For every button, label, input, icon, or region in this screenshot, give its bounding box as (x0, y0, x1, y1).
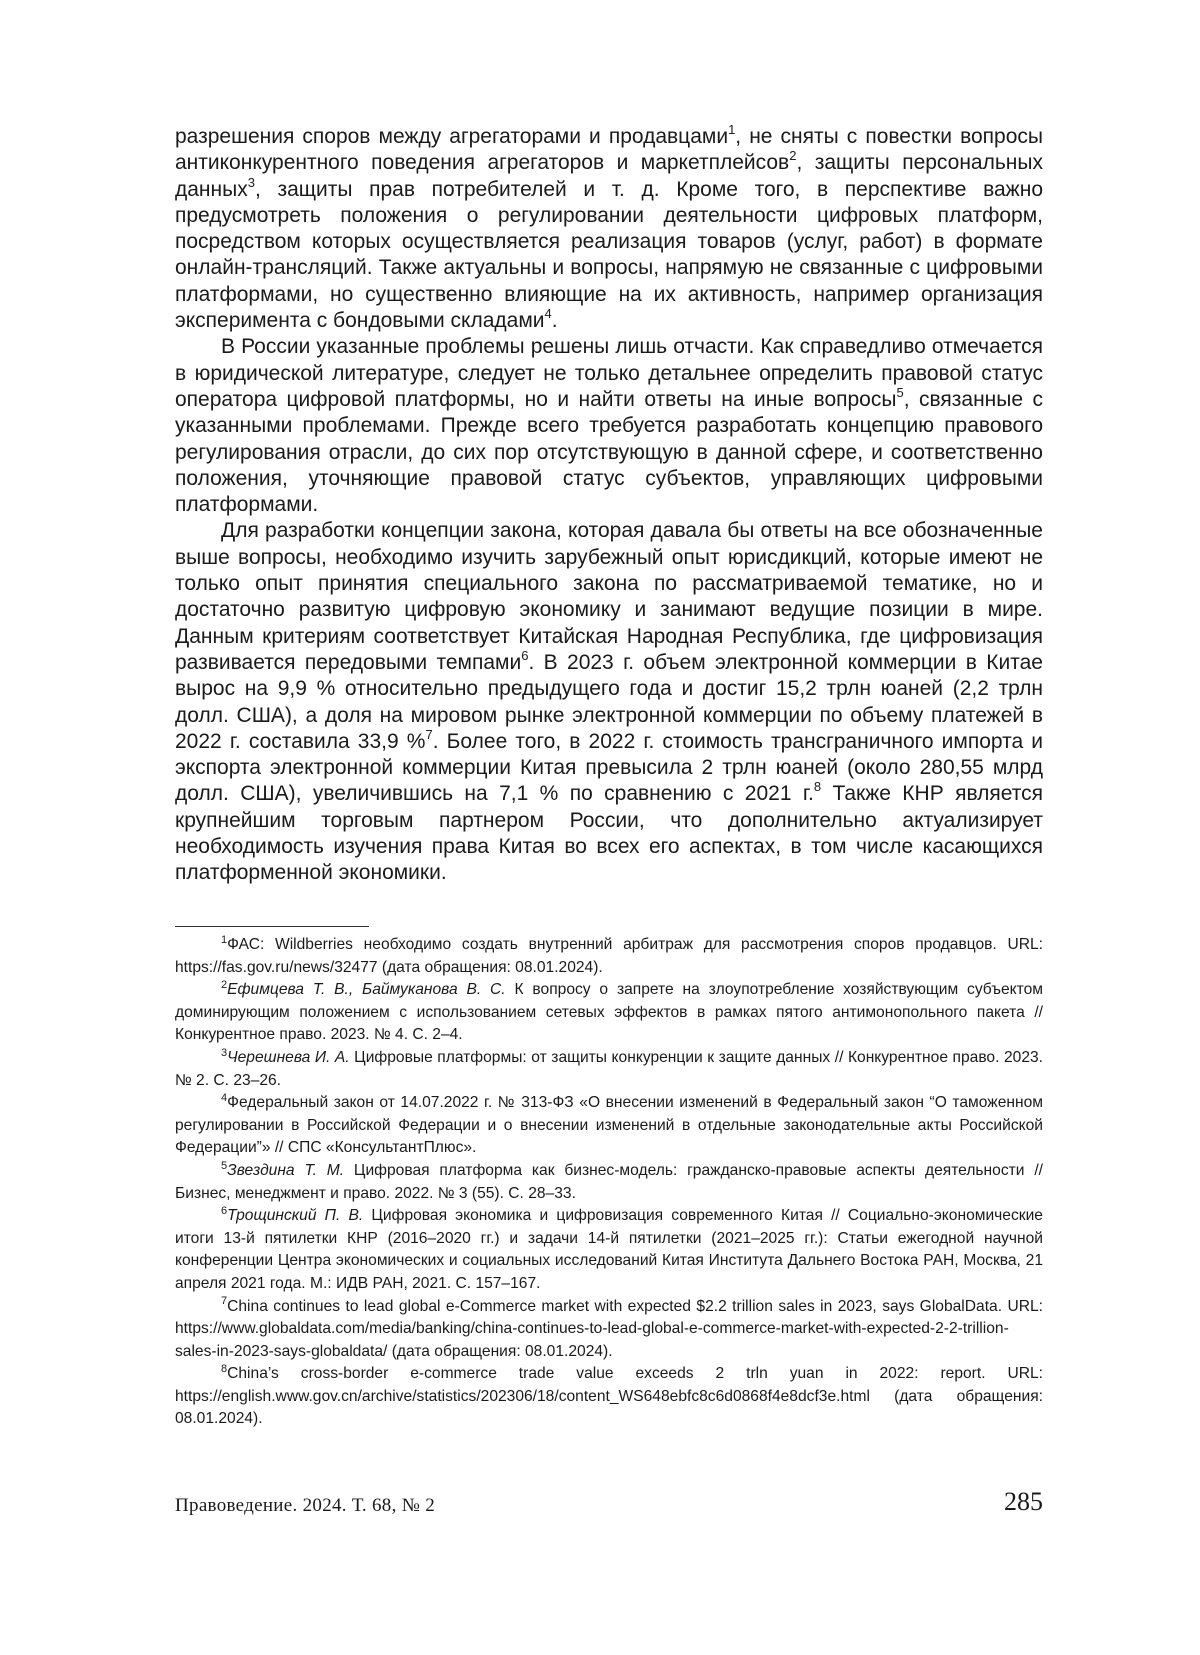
footnote-text: К вопросу о запрете на злоупотребление хозяйствующим субъектом доминирующим положением с использованием сетевых эффектов в рамках пятого антимонопольного пакета // Конкурентное право. 2023. № 4. С. 2–4. (175, 981, 1043, 1044)
footnote-text: Федеральный закон от 14.07.2022 г. № 313-ФЗ «О внесении изменений в Федеральный закон “О таможенном регулировании в Российской Федерации и о внесении изменений в отдельные законодательные акты Российской Федерации”» // СПС «КонсультантПлюс». (175, 1094, 1043, 1157)
journal-citation: Правоведение. 2024. Т. 68, № 2 (175, 1495, 435, 1516)
footnote-1 (175, 934, 1043, 979)
text-run: разрешения споров между агрегаторами и продавцами (175, 125, 729, 148)
footnote-ref[interactable]: 8 (813, 779, 822, 795)
footnote-text: Цифровые платформы: от защиты конкуренции к защите данных // Конкурентное право. 2023. № 2. С. 23–26. (175, 1048, 1043, 1089)
footnote-ref[interactable]: 1 (728, 122, 736, 137)
main-text (175, 124, 1043, 887)
text-run: , защиты персональных данных (175, 151, 1043, 201)
text-run: , защиты прав потребителей и т. д. Кроме того, в перспективе важно предусмотреть положения о регулировании деятельности цифровых платформ, посредством которых осуществляется реализация товаров (услуг, работ) в формате онлайн-трансляций. Также актуальны и вопросы, напрямую не связанные с цифровыми платформами, но существенно влияющие на их активность, например организация эксперимента с бондовыми складами (175, 177, 1043, 333)
footnote-number: 3 (221, 1046, 228, 1059)
footnote-5 (175, 1160, 1043, 1205)
footnote-number: 1 (221, 933, 228, 946)
footnote-2 (175, 979, 1043, 1047)
footnote-ref[interactable]: 7 (425, 726, 433, 742)
footnote-ref[interactable]: 2 (789, 148, 797, 164)
footnote-8 (175, 1363, 1043, 1431)
footnote-4 (175, 1092, 1043, 1160)
footnote-text: China continues to lead global e-Commerce market with expected $2.2 trillion sales in 2023, says GlobalData. URL: https://www.globaldata.com/media/banking/china-continues-to-lead-global-e-commerce-market-with-expected-2-2-trillion-sales-in-2023-says-globaldata/ (дата обращения: 08.01.2024). (175, 1297, 1043, 1360)
text-run: , не сняты с повестки вопросы антиконкурентного поведения агрегаторов и маркетплейсов (175, 125, 1044, 175)
paragraph-3 (175, 518, 1043, 886)
footnote-text: ФАС: Wildberries необходимо создать внутренний арбитраж для рассмотрения споров продавцов. URL: https://fas.gov.ru/news/32477 (дата обращения: 08.01.2024). (175, 936, 1043, 976)
paragraph-1 (175, 124, 1043, 334)
footnote-number: 7 (221, 1295, 228, 1308)
footnote-author: Звездина Т. М. (227, 1161, 345, 1179)
footnote-text: Цифровая экономика и цифровизация современного Китая // Социально-экономические итоги 13-й пятилетки КНР (2016–2020 гг.) и задачи 14-й пятилетки (2021–2025 гг.): Статьи ежегодной научной конференции Центра экономических и социальных исследований Китая Института Дальнего Востока РАН, Москва, 21 апреля 2021 года. М.: ИДВ РАН, 2021. С. 157–167. (175, 1207, 1043, 1292)
text-run: . Более того, в 2022 г. стоимость трансграничного импорта и экспорта электронной коммерции Китая превысила 2 трлн юаней (около 280,55 млрд долл. США), увеличившись на 7,1 % по сравнению с 2021 г. (175, 729, 1043, 806)
footnote-7 (175, 1296, 1043, 1364)
footnote-text: Цифровая платформа как бизнес-модель: гражданско-правовые аспекты деятельности // Бизнес, менеджмент и право. 2022. № 3 (55). С. 28–33. (175, 1161, 1043, 1202)
footnote-number: 5 (221, 1159, 228, 1172)
footnote-number: 6 (221, 1204, 228, 1217)
footnote-number: 2 (221, 979, 228, 991)
footnote-ref[interactable]: 3 (247, 174, 255, 190)
page-number: 285 (1004, 1487, 1043, 1516)
footnote-3 (175, 1047, 1043, 1092)
text-run: . В 2023 г. объем электронной коммерции в Китае вырос на 9,9 % относительно предыдущего года и достиг 15,2 трлн юаней (2,2 трлн долл. США), а доля на мировом рынке электронной коммерции по объему платежей в 2022 г. составила 33,9 % (175, 650, 1043, 753)
paragraph-2 (175, 334, 1043, 518)
text-run: . (551, 309, 558, 333)
footnotes (175, 934, 1043, 1431)
text-run: В России указанные проблемы решены лишь отчасти. Как справедливо отмечается в юридической литературе, следует не только детальнее определить правовой статус оператора цифровой платформы, но и найти ответы на иные вопросы (175, 335, 1043, 411)
footnote-separator (175, 926, 369, 927)
footnote-text: China’s cross-border e-commerce trade value exceeds 2 trln yuan in 2022: report. URL: https://english.www.gov.cn/archive/statistics/202306/18/content_WS648ebfc8c6d0868f4e8dcf3e.html (дата обращения: 08.01.2024). (175, 1365, 1043, 1428)
footnote-author: Трощинский П. В. (227, 1207, 364, 1225)
footnote-ref[interactable]: 4 (544, 306, 552, 322)
footnote-ref[interactable]: 5 (896, 384, 904, 400)
footnote-author: Ефимцева Т. В., Баймуканова В. С. (227, 981, 506, 999)
text-run: Для разработки концепции закона, которая давала бы ответы на все обозначенные выше вопросы, необходимо изучить зарубежный опыт юрисдикций, которые имеют не только опыт принятия специального закона по рассматриваемой тематике, но и достаточно развитую цифровую экономику и занимают ведущие позиции в мире. Данным критериям соответствует Китайская Народная Республика, где цифровизация развивается передовыми темпами (175, 519, 1043, 674)
footnote-number: 4 (221, 1091, 228, 1104)
footnote-6 (175, 1205, 1043, 1295)
page-footer (175, 1487, 1043, 1527)
footnote-ref[interactable]: 6 (521, 647, 529, 663)
footnote-number: 8 (221, 1363, 228, 1376)
text-run: , связанные с указанными проблемами. Прежде всего требуется разработать концепцию правового регулирования отрасли, до сих пор отсутствующую в данной сфере, и соответственно положения, уточняющие правовой статус субъектов, управляющих цифровыми платформами. (175, 387, 1043, 517)
text-run: Также КНР является крупнейшим торговым партнером России, что дополнительно актуализирует необходимость изучения права Китая во всех его аспектах, в том числе касающихся платформенной экономики. (175, 782, 1043, 885)
footnote-author: Черешнева И. А. (227, 1048, 350, 1066)
